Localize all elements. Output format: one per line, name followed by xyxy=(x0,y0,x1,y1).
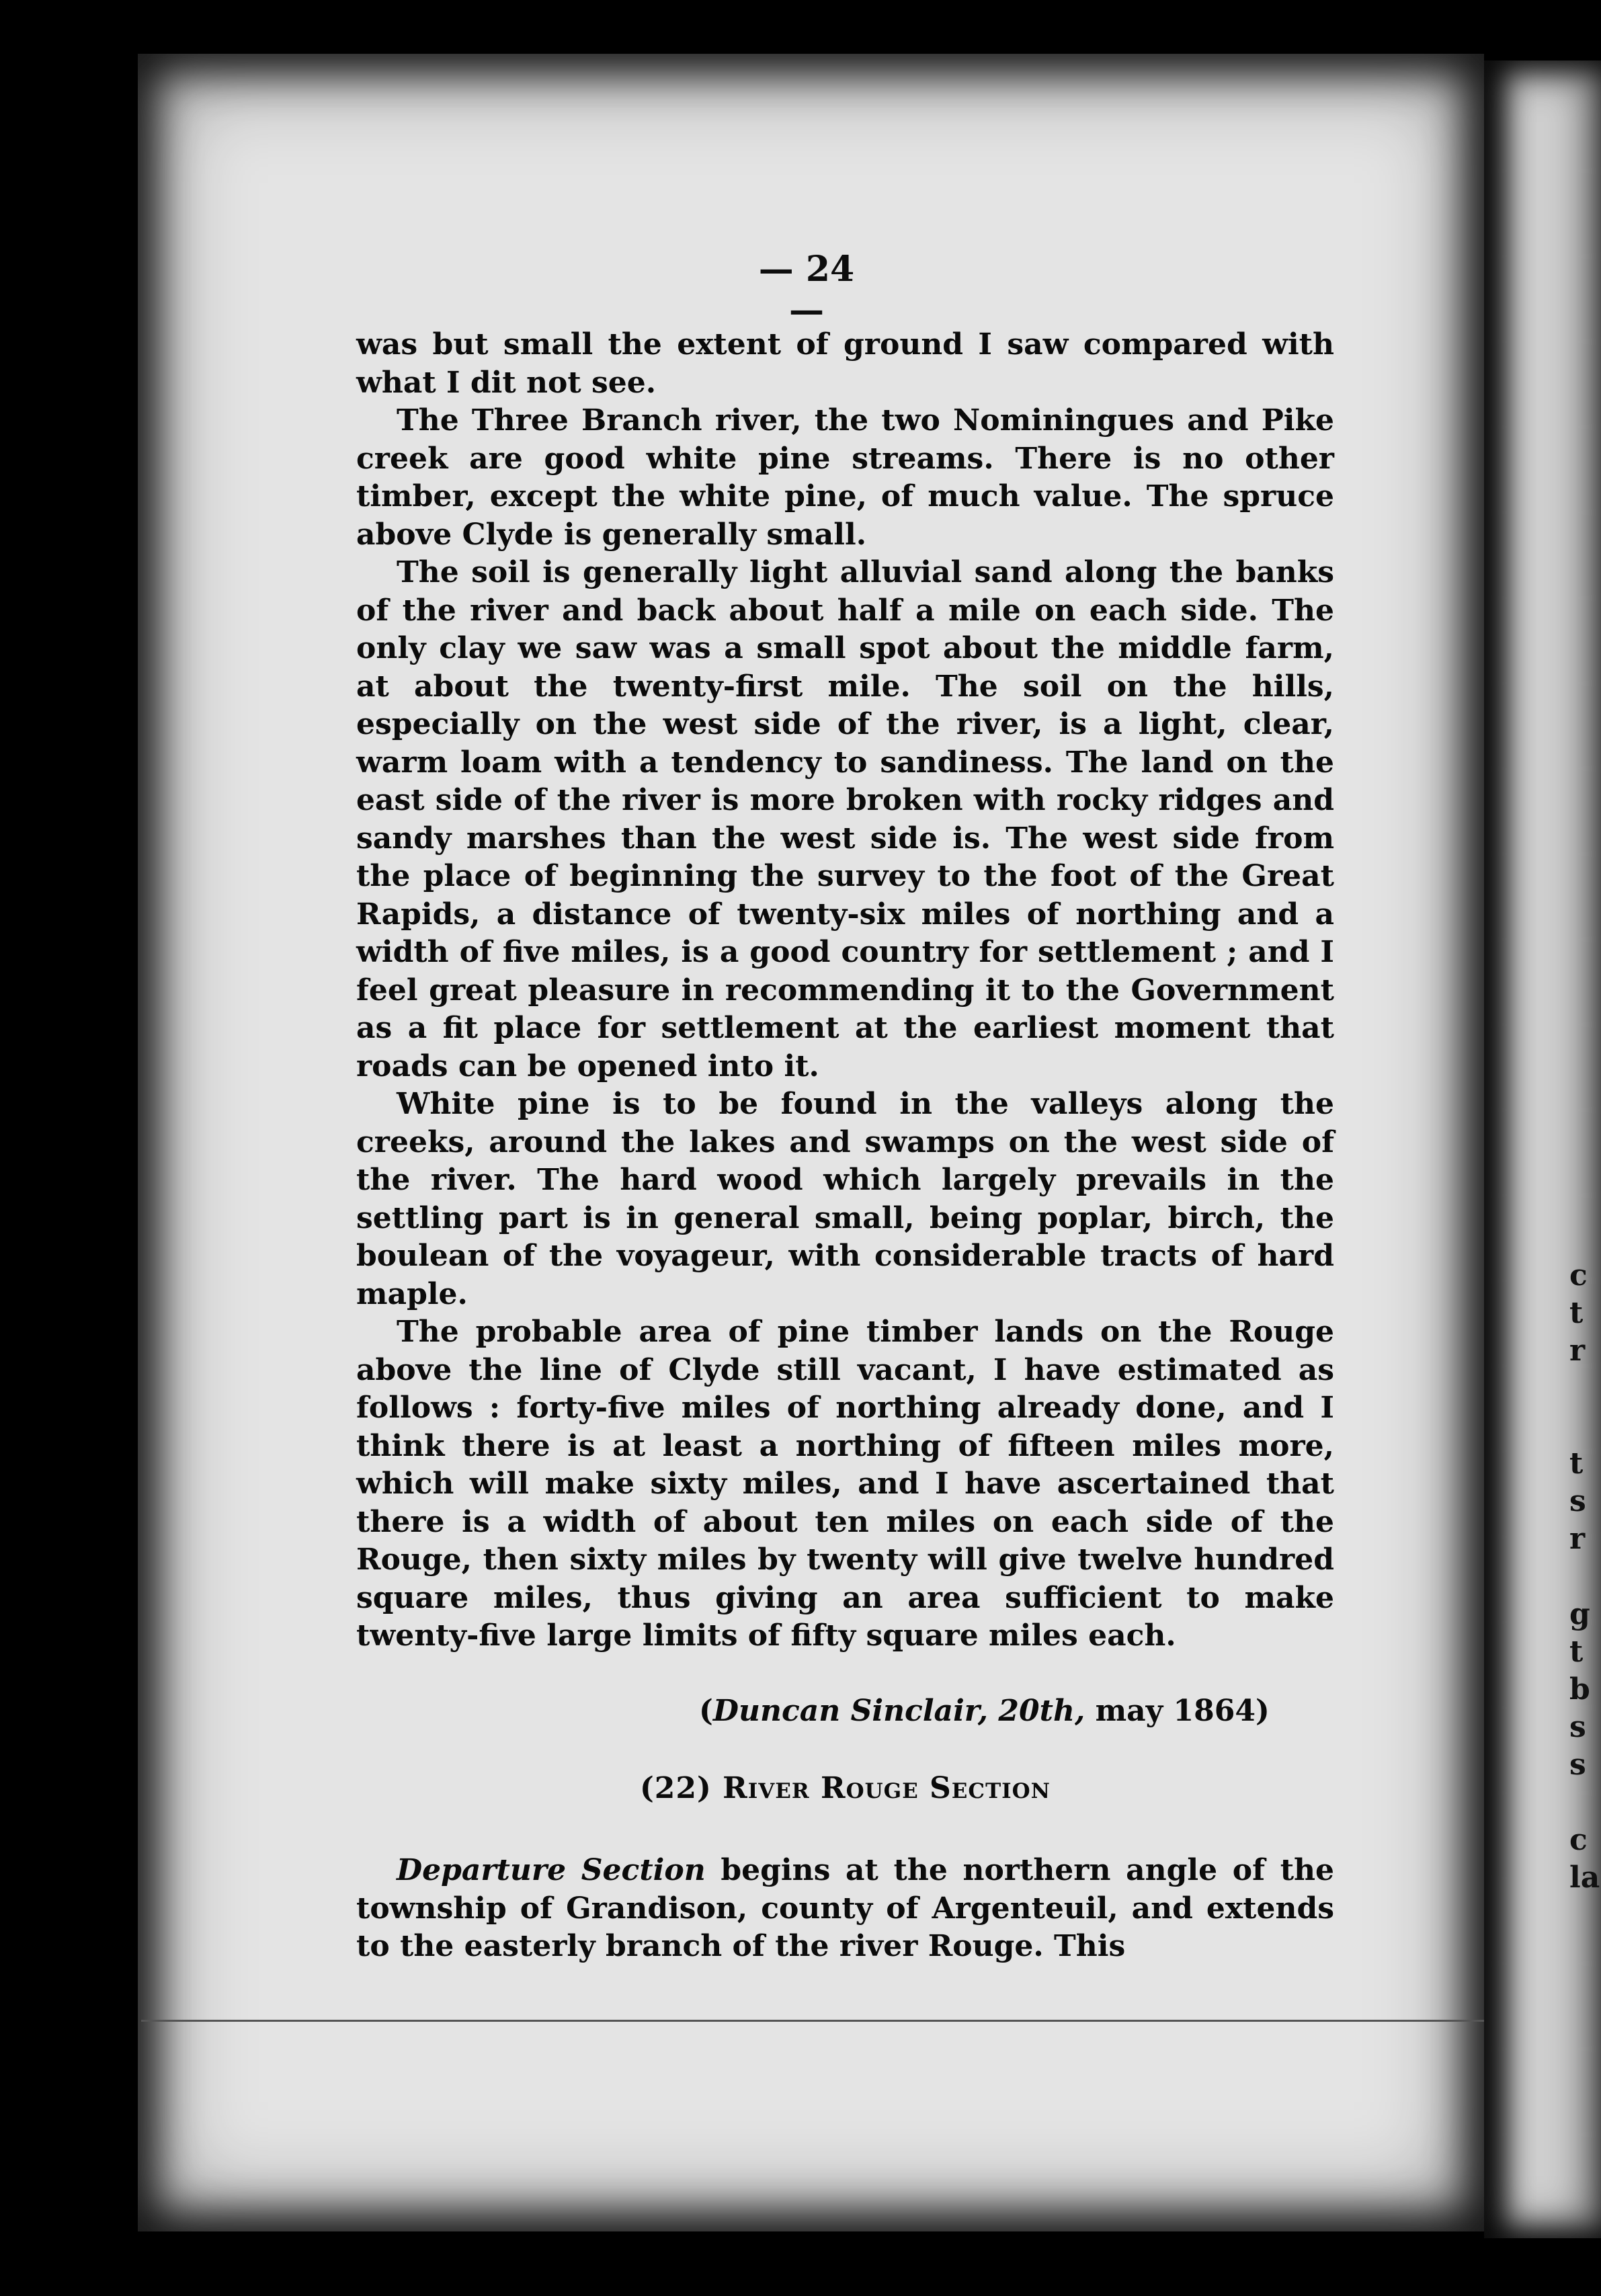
signature-open-paren: ( xyxy=(699,1694,713,1728)
paragraph-timber-area: The probable area of pine timber lands on the Rouge above the line of Clyde still vacant, I have estimated as follows : forty-five miles of northing already done, and I think there is at least a northing of fifteen miles more, which will make sixty miles, and I have ascertained that there is a width of about ten miles on each side of the Rouge, then sixty miles by twenty will give twelve hundred square miles, thus giving an area sufficient to make twenty-five large limits of fifty square miles each. xyxy=(356,1315,1334,1653)
paragraph-soil: The soil is generally light alluvial sand along the banks of the river and back about half a mile on each side. The only clay we saw was a small spot about the middle farm, at about the twenty-first mile. The soil on the hills, especially on the west side of the river, is a light, clear, warm loam with a tendency to sandiness. The land on the east side of the river is more broken with rocky ridges and sandy marshes than the west side is. The west side from the place of beginning the survey to the foot of the Great Rapids, a distance of twenty-six miles of northing and a width of five miles, is a good country for settlement ; and I feel great pleasure in recommending it to the Government as a fit place for settlement at the earliest moment that roads can be opened into it. xyxy=(356,555,1334,1083)
paragraph-white-pine: White pine is to be found in the valleys along the creeks, around the lakes and swamps on the west side of the river. The hard wood which largely prevails in the settling part is in general small, being poplar, birch, the boulean of the voyageur, with considerable tracts of hard maple. xyxy=(356,1087,1334,1311)
bottom-rule xyxy=(141,2020,1484,2022)
signature-date: may 1864) xyxy=(1085,1694,1270,1728)
body-text xyxy=(356,326,1334,1655)
adjacent-page-edge xyxy=(1484,60,1601,2238)
section-heading: (22) River Rouge Section xyxy=(639,1771,1051,1805)
signature-author: Duncan Sinclair, 20th, xyxy=(712,1694,1085,1728)
paragraph-continuation: was but small the extent of ground I saw compared with what I dit not see. xyxy=(356,327,1334,400)
section-lead: Departure Section xyxy=(397,1853,706,1887)
adjacent-page-fragment: c t r t s r g t b s s c la xyxy=(1569,1258,1600,1895)
page-number: — 24 — xyxy=(758,249,855,331)
section-body: begins at the northern angle of the township of Grandison, county of Argenteuil, and extends to the easterly branch of the river Rouge. This xyxy=(356,1853,1334,1963)
paragraph-streams: The Three Branch river, the two Nominingues and Pike creek are good white pine streams. There is no other timber, except the white pine, of much value. The spruce above Clyde is generally small. xyxy=(356,403,1334,552)
section-paragraph xyxy=(356,1852,1334,1966)
signature-line xyxy=(699,1694,1304,1728)
